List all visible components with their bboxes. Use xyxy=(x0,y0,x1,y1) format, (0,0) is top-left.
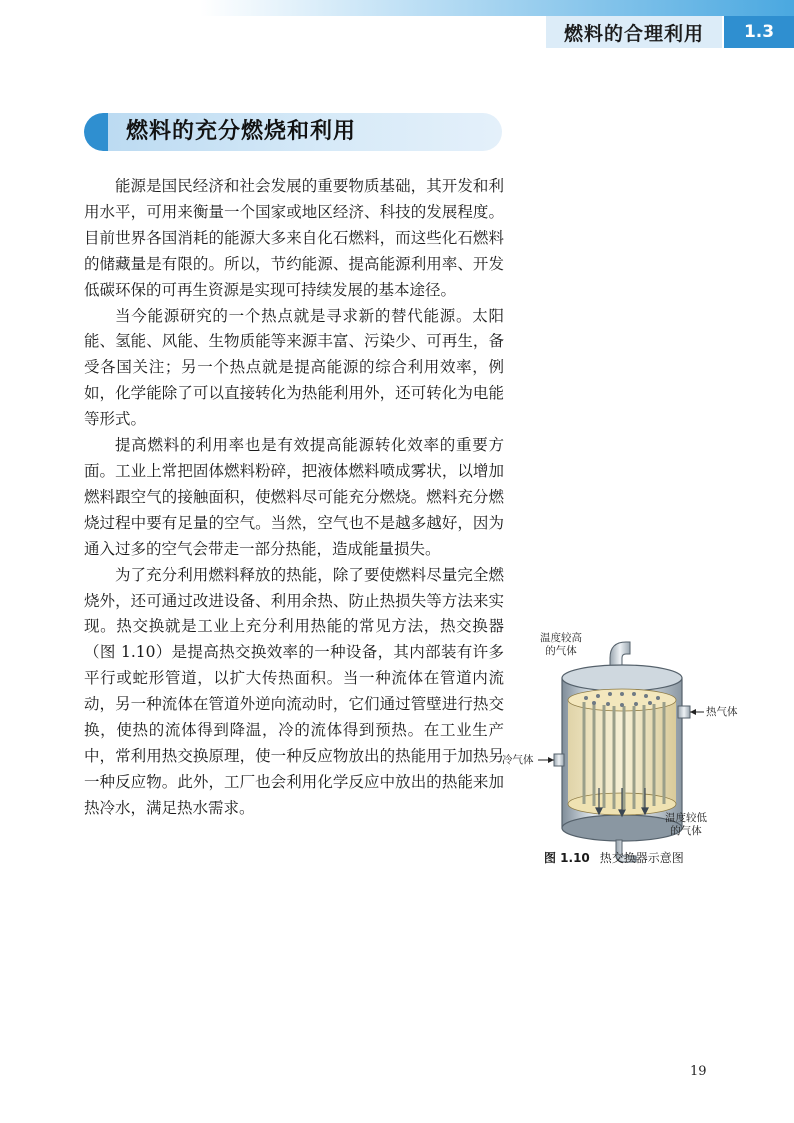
figure-caption-number: 图 1.10 xyxy=(544,851,590,865)
chapter-title: 燃料的合理利用 xyxy=(546,16,722,48)
section-number: 1.3 xyxy=(724,16,794,48)
heat-exchanger-figure xyxy=(502,628,774,878)
section-heading xyxy=(84,113,502,151)
paragraph: 能源是国民经济和社会发展的重要物质基础，其开发和利用水平，可用来衡量一个国家或地区经济、科技的发展程度。目前世界各国消耗的能源大多来自化石燃料，而这些化石燃料的储藏量是有限的。所以，节约能源、提高能源利用率、开发低碳环保的可再生资源是实现可持续发展的基本途径。 xyxy=(84,177,504,299)
label-cold-gas: 冷气体 xyxy=(502,754,534,766)
hot-gas-inlet xyxy=(678,706,690,718)
shell-top-cap xyxy=(562,665,682,691)
section-title: 燃料的充分燃烧和利用 xyxy=(126,119,357,144)
label-top-gas-line1: 温度较高 xyxy=(540,632,582,644)
figure-caption-text: 热交换器示意图 xyxy=(599,851,684,865)
figure-caption xyxy=(544,849,684,866)
page-number: 19 xyxy=(690,1064,707,1079)
header-gradient-bar xyxy=(200,0,794,16)
paragraph: 为了充分利用燃料释放的热能，除了要使燃料尽量完全燃烧外，还可通过改进设备、利用余热、防止热损失等方法来实现。热交换就是工业上充分利用热能的常见方法，热交换器（图 1.10）是提高热交换效率的一种设备，其内部装有许多平行或蛇形管道，以扩大传热面积。当一种流体在管道内流动，另一种流体在管道外逆向流动时，它们通过管壁进行热交换，使热的流体得到降温，冷的流体得到预热。在工业生产中，常利用热交换原理，使一种反应物放出的热能用于加热另一种反应物。此外，工厂也会利用化学反应中放出的热能来加热冷水，满足热水需求。 xyxy=(84,565,504,817)
body-text xyxy=(84,174,504,822)
label-bottom-gas-line1: 温度较低 xyxy=(665,812,707,824)
label-top-gas-line2: 的气体 xyxy=(545,645,577,657)
label-bottom-gas xyxy=(656,812,716,838)
label-bottom-gas-line2: 的气体 xyxy=(670,825,702,837)
section-heading-accent xyxy=(84,113,108,151)
cold-gas-inlet xyxy=(554,754,564,766)
label-hot-gas: 热气体 xyxy=(706,706,738,718)
heat-exchanger-illustration xyxy=(524,628,774,878)
paragraph: 当今能源研究的一个热点就是寻求新的替代能源。太阳能、氢能、风能、生物质能等来源丰富、污染少、可再生，备受各国关注；另一个热点就是提高能源的综合利用效率，例如，化学能除了可以直接转化为热能利用外，还可转化为电能等形式。 xyxy=(84,306,504,429)
label-top-gas xyxy=(530,632,592,658)
paragraph: 提高燃料的利用率也是有效提高能源转化效率的重要方面。工业上常把固体燃料粉碎，把液体燃料喷成雾状，以增加燃料跟空气的接触面积，使燃料尽可能充分燃烧。燃料充分燃烧过程中要有足量的空气。当然，空气也不是越多越好，因为通入过多的空气会带走一部分热能，造成能量损失。 xyxy=(84,436,504,558)
